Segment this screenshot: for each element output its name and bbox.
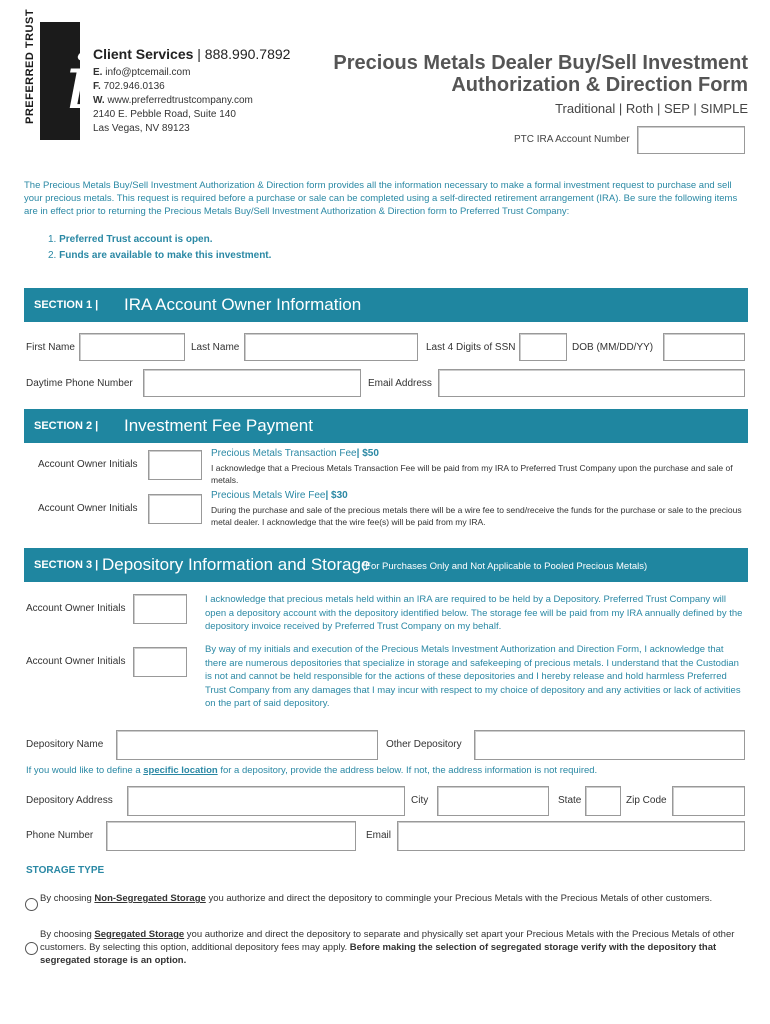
first-name-label: First Name	[26, 342, 75, 353]
depository-name-field[interactable]	[116, 730, 378, 760]
account-number-field[interactable]	[637, 126, 745, 154]
contact-block	[93, 66, 253, 136]
last-name-field[interactable]	[244, 333, 418, 361]
specific-location-note: If you would like to define a specific location for a depository, provide the address below. If not, the address information is not required.	[26, 765, 598, 776]
dob-label: DOB (MM/DD/YY)	[572, 342, 654, 353]
form-title-line2: Authorization & Direction Form	[451, 74, 748, 96]
fax-label: F.	[93, 81, 101, 92]
dob-field[interactable]	[663, 333, 745, 361]
section3-note: (For Purchases Only and Not Applicable to Pooled Precious Metals)	[362, 561, 648, 572]
section3-header	[24, 548, 748, 582]
section2-header	[24, 409, 748, 443]
fee1-title: Precious Metals Transaction Fee| $50	[211, 448, 379, 459]
phone-field[interactable]	[143, 369, 361, 397]
email-label: Email Address	[368, 378, 432, 389]
section2-title: Investment Fee Payment	[124, 416, 313, 435]
depository-release: By way of my initials and execution of the Precious Metals Investment Authorization and Direction Form, I acknowledge that there are numerous depositories that specialize in storage and safekeeping of precious metals. I understand that the Custodian is not and cannot be held responsible for the actions of these depositories and I hereby release and hold harmless Preferred Trust Company from any damages that I may incur with respect to my choice of depository and any activities or lack of activities on the part of said depository.	[205, 644, 741, 709]
depository-initials-label: Account Owner Initials	[26, 656, 126, 667]
email-field[interactable]	[438, 369, 745, 397]
depository-address-label: Depository Address	[26, 795, 113, 806]
non-segregated-radio[interactable]	[25, 898, 38, 911]
requirement-item: 1. Preferred Trust account is open.	[48, 234, 213, 245]
section3-label: SECTION 3 |	[34, 559, 99, 571]
client-services-phone: | 888.990.7892	[197, 46, 291, 62]
segregated-radio[interactable]	[25, 942, 38, 955]
address-line2: Las Vegas, NV 89123	[93, 123, 190, 134]
requirement-item: 2. Funds are available to make this investment.	[48, 250, 272, 261]
logo-text: PREFERRED TRUST	[24, 8, 36, 124]
section1-title: IRA Account Owner Information	[124, 295, 362, 314]
depository-email-field[interactable]	[397, 821, 745, 851]
logo	[22, 8, 91, 140]
fee1-initials-field[interactable]	[148, 450, 202, 480]
contact-email: info@ptcemail.com	[105, 67, 191, 78]
depository-address-field[interactable]	[127, 786, 405, 816]
section3-title: Depository Information and Storage	[102, 555, 371, 574]
account-types: Traditional | Roth | SEP | SIMPLE	[555, 101, 748, 116]
depository-initials-field[interactable]	[133, 647, 187, 677]
city-field[interactable]	[437, 786, 549, 816]
city-label: City	[411, 795, 429, 806]
ssn-label: Last 4 Digits of SSN	[426, 342, 516, 353]
first-name-field[interactable]	[79, 333, 185, 361]
depository-phone-field[interactable]	[106, 821, 356, 851]
other-depository-label: Other Depository	[386, 739, 462, 750]
email-label: E.	[93, 67, 103, 78]
depository-name-label: Depository Name	[26, 739, 104, 750]
contact-fax: 702.946.0136	[103, 81, 165, 92]
phone-label: Daytime Phone Number	[26, 378, 133, 389]
web-label: W.	[93, 95, 105, 106]
segregated-option: By choosing Segregated Storage you authorize and direct the depository to separate and physically set apart your Precious Metals with the Precious Metals of other customers. By selecting this option, additional depository fees may apply. Before making the selection of segregated storage verify with the depository that segregated storage is an option.	[40, 929, 735, 966]
specific-location-link[interactable]: specific location	[143, 765, 218, 776]
form-title-line1: Precious Metals Dealer Buy/Sell Investment	[333, 52, 748, 74]
storage-initials-field[interactable]	[133, 594, 187, 624]
fee2-initials-label: Account Owner Initials	[38, 503, 138, 514]
intro-text: The Precious Metals Buy/Sell Investment Authorization & Direction form provides all the information necessary to make a formal investment request to purchase and sell your precious metals. This request is required before a purchase or sale can be completed using a self-directed retirement arrangement (IRA). Be sure the following items are in effect prior to returning the Precious Metals Buy/Sell Investment Authorization & Direction form to Preferred Trust Company:	[24, 180, 738, 217]
non-segregated-option: By choosing Non-Segregated Storage you authorize and direct the depository to commingle your Precious Metals with the Precious Metals of other customers.	[40, 893, 713, 904]
section2-label: SECTION 2 |	[34, 420, 99, 432]
section1-label: SECTION 1 |	[34, 299, 99, 311]
zip-label: Zip Code	[626, 795, 667, 806]
fee2-title: Precious Metals Wire Fee| $30	[211, 490, 348, 501]
logo-mark	[40, 22, 91, 140]
section1-header	[24, 288, 748, 322]
fee1-text: I acknowledge that a Precious Metals Transaction Fee will be paid from my IRA to Preferred Trust Company upon the purchase and sale of metals.	[211, 463, 733, 485]
fee1-initials-label: Account Owner Initials	[38, 459, 138, 470]
other-depository-field[interactable]	[474, 730, 745, 760]
account-number-label: PTC IRA Account Number	[514, 134, 630, 145]
requirements-list	[48, 232, 271, 264]
storage-initials-label: Account Owner Initials	[26, 603, 126, 614]
ssn-field[interactable]	[519, 333, 567, 361]
last-name-label: Last Name	[191, 342, 240, 353]
fee2-text: During the purchase and sale of the precious metals there will be a wire fee to send/receive the funds for the purchase or sale to the precious metal dealer. I acknowledge that the wire fee(s) will be paid from my IRA.	[211, 505, 742, 527]
client-services	[93, 46, 290, 62]
depository-email-label: Email	[366, 830, 392, 841]
state-field[interactable]	[585, 786, 621, 816]
storage-type-heading: STORAGE TYPE	[26, 865, 105, 876]
address-line1: 2140 E. Pebble Road, Suite 140	[93, 109, 236, 120]
logo-letter: i	[65, 37, 91, 126]
depository-phone-label: Phone Number	[26, 830, 94, 841]
client-services-label: Client Services	[93, 46, 194, 62]
fee2-initials-field[interactable]	[148, 494, 202, 524]
state-label: State	[558, 795, 582, 806]
storage-acknowledgement: I acknowledge that precious metals held within an IRA are required to be held by a Depository. Preferred Trust Company will open a depository account with the depository identified below. The storage fee will be paid from my IRA annually defined by the depository invoice received by Preferred Trust Company on my behalf.	[205, 594, 743, 632]
zip-field[interactable]	[672, 786, 745, 816]
contact-web: www.preferredtrustcompany.com	[107, 95, 253, 106]
form-title	[333, 52, 748, 96]
